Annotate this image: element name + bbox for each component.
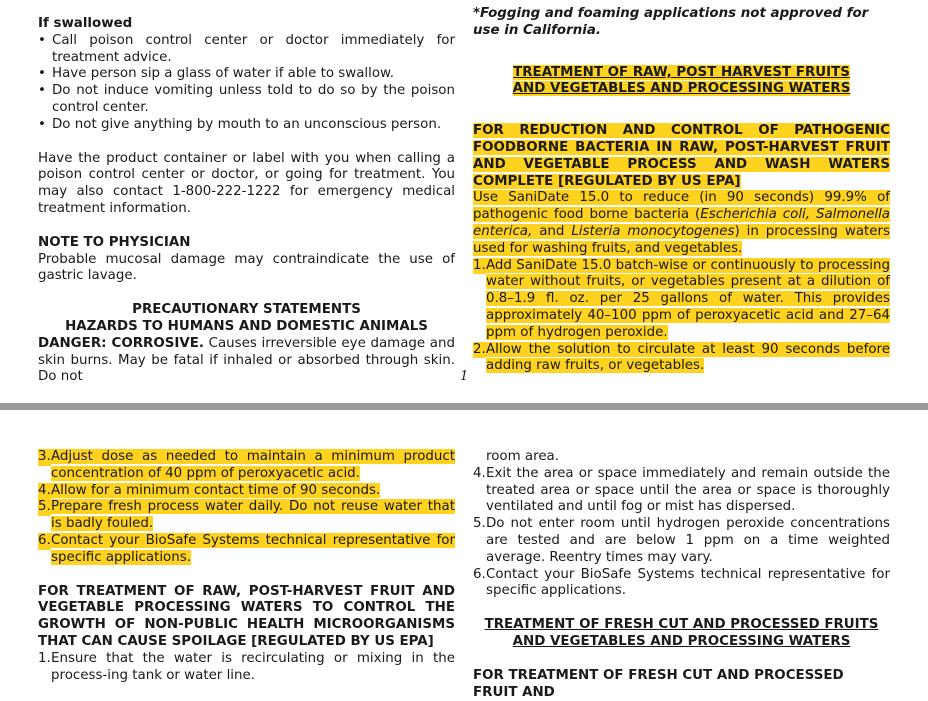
danger-label: DANGER: CORROSIVE. [38,335,204,351]
raw-fruits-treatment-title-text: TREATMENT OF RAW, POST HARVEST FRUITS AND VEGETABLES AND PROCESSING WATERS [512,64,851,97]
usage-paragraph-text [473,190,890,255]
page2-left-column [38,449,455,684]
step-text: Adjust dose as needed to maintain a minimum product concentration of 40 ppm of peroxyacetic acid. [51,449,455,481]
list-item [473,342,890,376]
step-text: Do not enter room until hydrogen peroxide concentrations are tested and are below 1 ppm on a time weighted average. Reentry times may vary. [486,516,890,565]
step-number: 6. [473,566,486,582]
page2-right-column [473,449,890,701]
poison-contact-paragraph: Have the product container or label with you when calling a poison control center or doctor, or going for treatment. You may also contact 1-800-222-1222 for emergency medical treatment information. [38,150,455,216]
step-number: 5. [473,516,486,532]
step-text: Allow the solution to circulate at least 90 seconds before adding raw fruits, or vegetables. [486,341,890,374]
step-number: 4. [38,482,51,498]
spoilage-control-heading: FOR TREATMENT OF RAW, POST-HARVEST FRUIT AND VEGETABLE PROCESSING WATERS TO CONTROL THE GROWTH OF NON-PUBLIC HEALTH MICROORGANISMS THAT CAN CAUSE SPOILAGE [REGULATED BY US EPA] [38,583,455,649]
fresh-cut-treatment-title: TREATMENT OF FRESH CUT AND PROCESSED FRUITS AND VEGETABLES AND PROCESSING WATERS [484,617,879,649]
step-number: 4. [473,465,486,481]
fogging-steps-list [473,466,890,600]
fogging-note: *Fogging and foaming applications not approved for use in California. [473,6,869,38]
spoilage-steps-list [38,651,455,685]
step-number: 2. [473,341,486,357]
raw-fruits-treatment-title [473,65,890,99]
step-number: 1. [38,650,51,666]
list-item: • Call poison control center or doctor immediately for treatment advice. [38,33,455,67]
fresh-cut-heading: FOR TREATMENT OF FRESH CUT AND PROCESSED FRUIT AND [473,667,844,700]
list-item [38,449,455,483]
if-swallowed-heading: If swallowed [38,16,133,31]
step-number: 6. [38,532,51,548]
list-item [38,651,455,685]
step-text: Exit the area or space immediately and remain outside the treated area or space until the area or space is thoroughly ventilated and until fog or mist has dispersed. [486,465,890,515]
note-to-physician-heading: NOTE TO PHYSICIAN [38,234,191,250]
raw-fruits-steps-list [473,258,890,376]
continued-steps-list [38,449,455,567]
usage-text-mid: and [532,223,572,239]
step-text: Contact your BioSafe Systems technical representative for specific applications. [486,566,890,599]
step-text: Contact your BioSafe Systems technical representative for specific applications. [51,532,455,565]
list-item: • Do not give anything by mouth to an unconscious person. [38,117,455,134]
step-text: Prepare fresh process water daily. Do not reuse water that is badly fouled. [51,499,455,532]
list-item: • Have person sip a glass of water if able to swallow. [38,66,455,83]
page1-left-column [38,16,455,386]
pathogen-reduction-heading [473,123,890,190]
step-text: Allow for a minimum contact time of 90 seconds. [51,482,381,498]
usage-paragraph [473,190,890,257]
list-item [473,516,890,566]
pathogen-reduction-heading-text: FOR REDUCTION AND CONTROL OF PATHOGENIC FOODBORNE BACTERIA IN RAW, POST-HARVEST FRUIT AND VEGETABLE PROCESS AND WASH WATERS COMPLETE [REGULATED BY US EPA] [473,123,890,189]
danger-text: Causes irreversible eye damage and skin burns. May be fatal if inhaled or absorbed through skin. Do not [38,335,455,385]
usage-text-end: ) in processing waters used for washing fruits, and vegetables. [473,223,890,256]
list-item [473,466,890,516]
hazards-heading: HAZARDS TO HUMANS AND DOMESTIC ANIMALS [65,318,428,334]
step-number: 1. [473,257,486,273]
list-item: • Do not induce vomiting unless told to do so by the poison control center. [38,83,455,117]
list-item [473,258,890,342]
if-swallowed-list [38,33,455,134]
page1-right-column [473,6,890,375]
step-number: 5. [38,499,51,515]
physician-note-text: Probable mucosal damage may contraindicate the use of gastric lavage. [38,251,455,284]
list-item [38,499,455,533]
organism-name-listeria: Listeria monocytogenes [571,223,735,239]
step-text: Add SaniDate 15.0 batch-wise or continuously to processing water without fruits, or vegetables present at a dilution of 0.8–1.9 fl. oz. per 25 gallons of water. This provides approximately 40–100 ppm of peroxyacetic acid and 27–64 ppm of hydrogen peroxide. [486,257,890,340]
list-item [473,567,890,601]
list-item [38,533,455,567]
organism-names: Escherichia coli, Salmonella enterica, [473,207,891,239]
step-number: 3. [38,449,51,464]
precautionary-statements-heading: PRECAUTIONARY STATEMENTS [132,302,361,318]
danger-paragraph [38,336,455,386]
list-item [38,483,455,500]
page-separator [0,403,928,410]
page-number: 1 [460,369,469,384]
step-text: Ensure that the water is recirculating or mixing in the process-ing tank or water line. [51,650,455,683]
document-page-2 [0,410,928,700]
usage-text-start: Use SaniDate 15.0 to reduce (in 90 seconds) 99.9% of pathogenic food borne bacteria ( [473,190,890,223]
continued-text: room area. [486,449,560,464]
